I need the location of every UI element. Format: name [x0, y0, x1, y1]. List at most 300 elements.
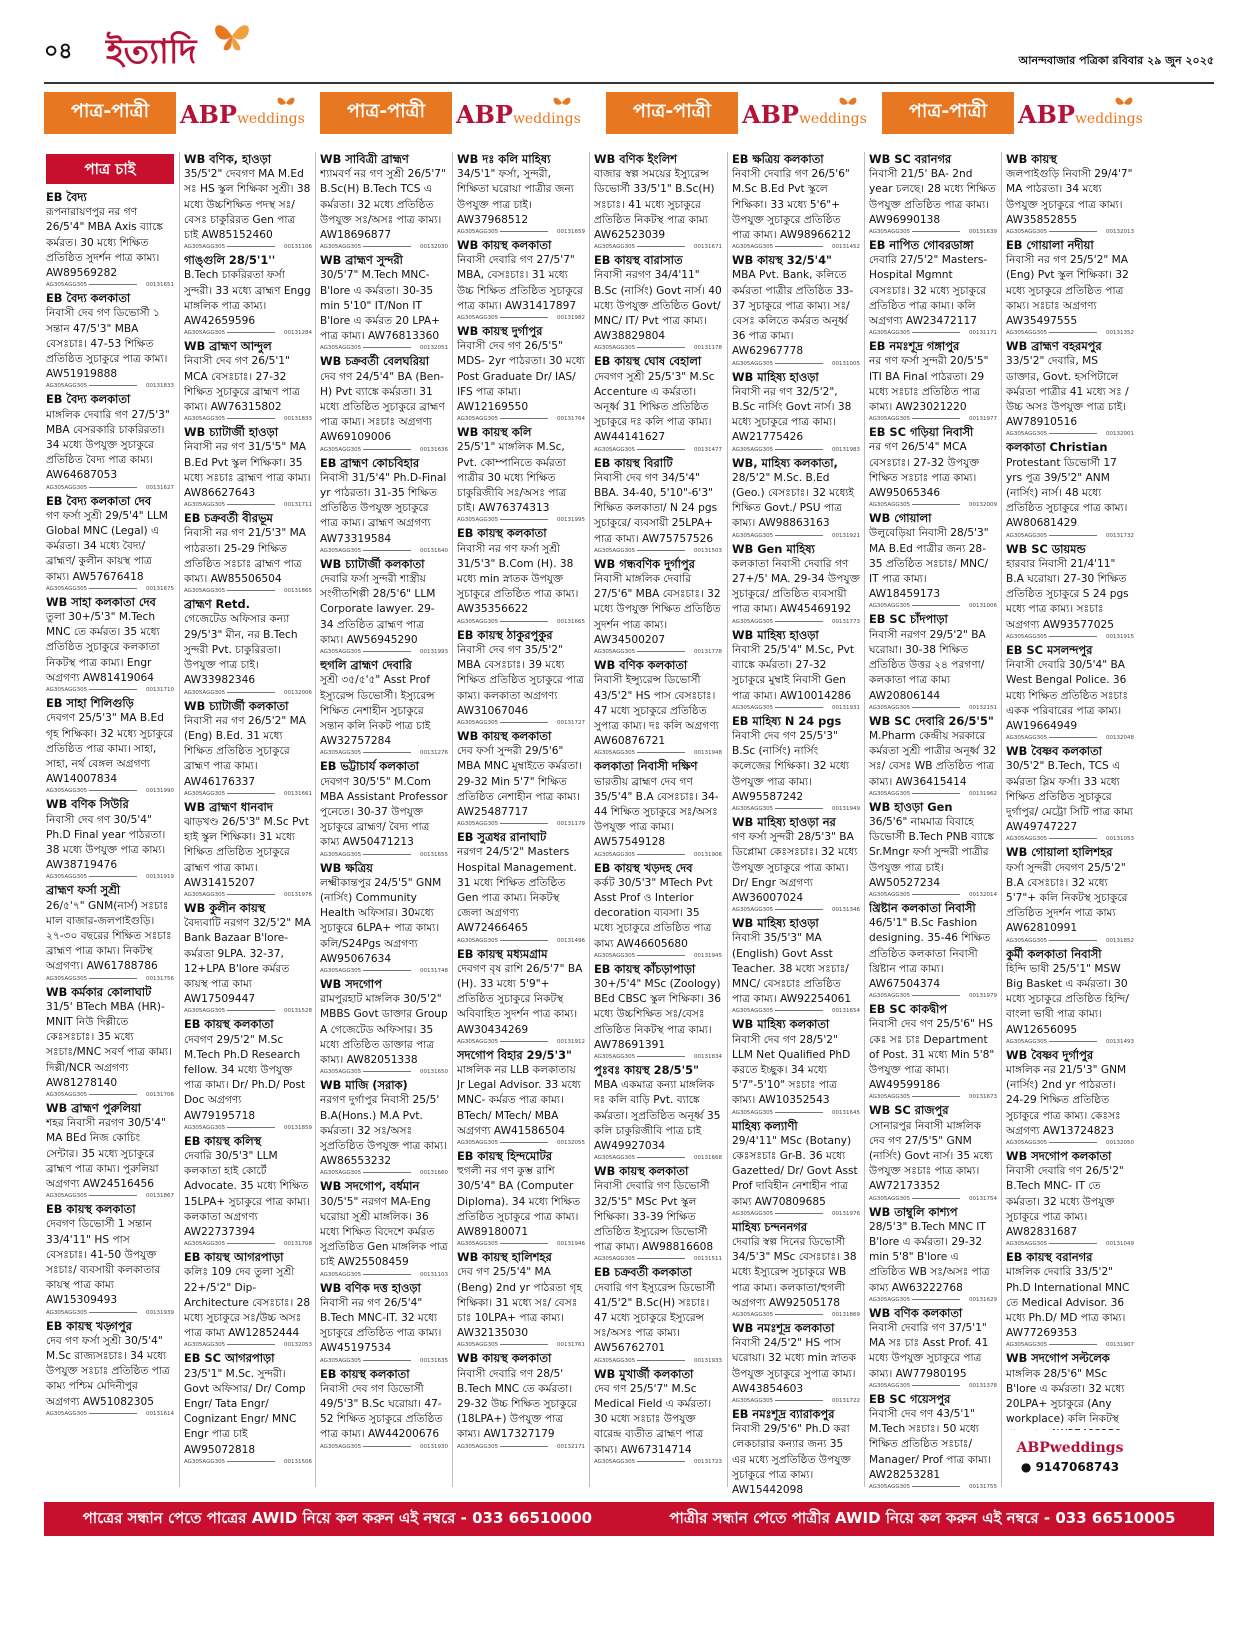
butterfly-icon — [1114, 94, 1134, 112]
ad-number: 00131761 — [557, 1342, 585, 1349]
ad-title: EB SC আগরপাড়া — [184, 1351, 275, 1366]
ad-number: 00131378 — [969, 1382, 997, 1389]
ad-title: WB সদগোপ সল্টলেক — [1006, 1351, 1110, 1366]
classified-ad — [732, 370, 860, 454]
ad-body: বাজার স্বল্প সময়ের ইস্যুরেন্স ডিভোর্সী 33/5'1" B.Sc(H) সঃচাঃ। 41 মধ্যে সুচাকুরে প্রতিষ্ঠিত নিকটস্থ পাত্র কাম্য AW62523039 — [594, 168, 715, 242]
ad-code: AG305AGG305 — [869, 993, 911, 1000]
ad-code-line — [46, 383, 174, 390]
classified-ad — [732, 628, 860, 712]
ad-number: 00131650 — [420, 1069, 448, 1076]
ad-code: AG305AGG305 — [594, 244, 636, 251]
ad-number: 00131945 — [694, 952, 722, 959]
ad-number: 00131673 — [969, 1094, 997, 1101]
ad-title: WB কায়স্থ কলকাতা — [457, 728, 552, 743]
classified-ad — [46, 1202, 174, 1316]
ad-column-1 — [46, 152, 174, 1497]
ad-body: নিবাসী দেব গণ 30/5'4" Ph.D Final year পাঠরতা। 38 মধ্যে উপযুক্ত পাত্র কাম্য। AW38719476 — [46, 813, 166, 872]
ad-code-line — [594, 750, 722, 757]
ad-body: জলপাইগুড়ি নিবাসী 29/4'7" MA পাঠরতা। 34 মধ্যে উপযুক্ত সুচাকুরে পাত্র কাম্য। AW35852855 — [1006, 168, 1133, 226]
ad-body: 29/4'11" MSc (Botany) কেঃসঃচাঃ Gr-B. 36 মধ্যে Gazetted/ Dr/ Govt Asst Prof দাবিহীন নেশাহীন পাত্র কাম্য AW70809685 — [732, 1134, 858, 1208]
ad-body: নর গণ 26/5'4" MCA বেসঃচাঃ। 27-32 উপযুক্ত শিক্ষিত সঃচাঃ পাত্র কাম্য। AW95065346 — [869, 441, 980, 500]
ad-number: 00131511 — [694, 1256, 722, 1263]
ad-code: AG305AGG305 — [457, 821, 499, 828]
classified-ad — [46, 883, 174, 982]
ad-number: 00131660 — [420, 1170, 448, 1177]
ad-body: নিবাসী নর গণ 25/5'2" MA (Eng) Pvt স্কুল শিক্ষিকা। 32 মধ্যে সুচাকুরে প্রতিষ্ঠিত পাত্র কাম্য। সঃচাঃ অগ্রগণ্য AW35497555 — [1006, 254, 1129, 328]
ad-code: AG305AGG305 — [457, 315, 499, 322]
classified-ad — [1006, 238, 1134, 337]
ad-code-line — [184, 1125, 312, 1132]
ad-code: AG305AGG305 — [869, 416, 911, 423]
ad-code: AG305AGG305 — [320, 967, 362, 974]
ad-code: AG305AGG305 — [594, 1357, 636, 1364]
ad-title: গাঙ্গুলি 28/5'1'' — [184, 253, 276, 268]
classified-ad — [594, 962, 722, 1061]
column-divider — [315, 152, 316, 1487]
butterfly-icon — [212, 18, 252, 54]
classified-ad — [594, 658, 722, 757]
page-header — [44, 32, 1214, 72]
ad-code: AG305AGG305 — [1006, 1241, 1048, 1248]
ad-code-line — [46, 485, 174, 492]
ad-code: AG305AGG305 — [869, 603, 911, 610]
classified-ad — [732, 1220, 860, 1319]
ad-number: 00131655 — [420, 851, 448, 858]
ad-title: EB চক্রবর্তী বীরভূম — [184, 511, 273, 526]
ad-code: AG305AGG305 — [46, 585, 88, 592]
ad-code-line — [594, 1054, 722, 1061]
classified-ad — [184, 1250, 312, 1349]
ad-number: 00131906 — [694, 851, 722, 858]
ad-code: AG305AGG305 — [1006, 633, 1048, 640]
ad-body: দেবারি স্বল্প দিনের ডিভোর্সী 34/5'3" MSc বেসঃচাঃ। 38 মধ্যে ইস্যুরেন্স সুচাকুরে WB পাত্র কাম্য। কলকাতা/হুগলী অগ্রগণ্য AW92505178 — [732, 1236, 857, 1309]
classified-ad — [869, 901, 997, 1000]
classified-ad — [869, 1205, 997, 1304]
ad-code-line — [1006, 1241, 1134, 1248]
banner-label: পাত্র-পাত্রী — [320, 92, 452, 134]
classified-ad — [869, 1306, 997, 1390]
ad-number: 00131833 — [284, 416, 312, 423]
footer-banner — [44, 1502, 1214, 1536]
ad-code-line — [1006, 1039, 1134, 1046]
ad-code-line — [732, 806, 860, 813]
ad-title: WB কায়স্থ কলকাতা — [457, 238, 552, 253]
ad-code: AG305AGG305 — [594, 1458, 636, 1465]
ad-title: পুঃবঃ কায়স্থ 28/5'5" — [594, 1062, 699, 1077]
classified-ad — [732, 253, 860, 367]
ad-body: নিবাসী দেবারি গণ 27/5'7" MBA, বেসঃচাঃ। 31 মধ্যে উচ্চ শিক্ষিত প্রতিষ্ঠিত সুচাকুরে পাত্র কাম্য। AW31417897 — [457, 254, 583, 312]
ad-body: নিবাসী নর গণ 21/5'3" MA পাঠরতা। 25-29 শিক্ষিত প্রতিষ্ঠিত সঃচাঃ ব্রাহ্মণ পাত্র কাম্য। AW85506504 — [184, 527, 307, 586]
ad-code: AG305AGG305 — [594, 547, 636, 554]
ad-number: 00131178 — [694, 345, 722, 352]
classified-ad — [320, 1281, 448, 1365]
ad-title: EB কায়স্থ ঠাকুরপুকুর — [457, 627, 553, 642]
ad-title: WB সাবিত্রী ব্রাহ্মণ — [320, 152, 409, 166]
ad-body: দেবগণ ডিভোর্সী 1 সন্তান 33/4'11" HS পাস বেসঃচাঃ। 41-50 উপযুক্ত সঃচাঃ/ ব্যবসায়ী কলকাতার কায়স্থ পাত্র কাম্য AW15309493 — [46, 1218, 161, 1307]
ad-body: 30/5'5" নরগণ MA-Eng ঘরোয়া সুশ্রী মাঙ্গলিক। 36 মধ্যে শিক্ষিত বিদেশে কর্মরত সুপ্রতিষ্ঠিত Gen মাঙ্গলিক পাত্র চাই AW25508459 — [320, 1195, 448, 1269]
ad-title: EB বৈদ্য কলকাতা দেব — [46, 493, 152, 508]
ad-code: AG305AGG305 — [732, 532, 774, 539]
ad-title: EB বৈদ্য কলকাতা — [46, 392, 131, 407]
ad-code-line — [594, 1155, 722, 1162]
ad-body: 30/5'2" B.Tech, TCS এ কর্মরতা স্লিম ফর্সা। 33 মধ্যে শিক্ষিত প্রতিষ্ঠিত সুচাকুরে দুর্গাপুর/ মেট্রো সিটি পাত্র কাম্য AW49747227 — [1006, 760, 1133, 834]
ad-body: 25/5'1" মাঙ্গলিক M.Sc, Pvt. কোম্পানিতে কর্মরতা পাত্রীর 30 মধ্যে শিক্ষিত চাকুরিজীবি সঃ/অসঃ পাত্র চাই। AW76374313 — [457, 441, 567, 515]
ad-body: ভারতীয় ব্রাহ্মণ দেব গণ 35/5'4" B.A বেসঃচাঃ। 34-44 শিক্ষিত সুচাকুরে সঃ/অসঃ উপযুক্ত পাত্র কাম্য। AW57549128 — [594, 775, 719, 849]
ad-title: WB মাহিষ্য হাওড়া — [732, 627, 819, 642]
ad-title: ব্রাহ্মণ Retd. — [184, 597, 250, 612]
ad-title: EB কায়স্থ বারাসাত — [594, 253, 683, 268]
ad-code-line — [732, 907, 860, 914]
ad-body: 30/5'7" M.Tech MNC- B'lore এ কর্মরতা। 30-35 min 5'10" IT/Non IT B'lore এ কর্মরত 20 LPA+ পাত্র কাম্য। AW76813360 — [320, 269, 441, 343]
ad-code-line — [594, 1459, 722, 1466]
ad-body: নিবাসী মাঙ্গলিক দেবারি 27/5'6" MBA বেসঃচাঃ। 32 মধ্যে উপযুক্ত শিক্ষিত প্রতিষ্ঠিত সুদর্শন পাত্র কাম্য। AW34500207 — [594, 573, 721, 646]
ad-body: দেব গণ 25/5'4" MA (Beng) 2nd yr পাঠরতা গৃহ শিক্ষিকা। 31 মধ্যে সঃ/ বেসঃ চাঃ 10LPA+ পাত্র কাম্য। AW32135030 — [457, 1266, 583, 1340]
classified-ad — [732, 815, 860, 914]
ad-code: AG305AGG305 — [869, 1484, 911, 1491]
classified-ad — [184, 800, 312, 899]
ad-title: EB কায়স্থ আগরপাড়া — [184, 1250, 284, 1265]
ad-title: EB সাহা শিলিগুড়ি — [46, 696, 134, 711]
ad-code: AG305AGG305 — [457, 1139, 499, 1146]
ad-title: WB বণিক কলকাতা — [594, 658, 688, 673]
ad-body: রূপনারায়ণপুর নর গণ 26/5'4" MBA Axis ব্যাঙ্কে কর্মরত। 30 মধ্যে শিক্ষিত প্রতিষ্ঠিত সুদর্শন পাত্র কাম্য। AW89569282 — [46, 206, 163, 280]
ad-body: নিবাসী 31/5'4" Ph.D-Final yr পাঠরতা। 31-35 শিক্ষিত প্রতিষ্ঠিত উপযুক্ত সুচাকুরে পাত্র কাম্য। ব্রাহ্মণ অগ্রগণ্য AW73319584 — [320, 471, 447, 545]
ad-code: AG305AGG305 — [457, 1241, 499, 1248]
ad-title: WB বণিক কলকাতা — [869, 1305, 963, 1320]
ad-code: AG305AGG305 — [184, 416, 226, 423]
ad-body: নিবাসী দেব গণ 25/5'6" HS কেঃ সঃ চাঃ Department of Post. 31 মধ্যে Min 5'8" উপযুক্ত পাত্র কাম্য। AW49599186 — [869, 1018, 995, 1092]
ad-code: AG305AGG305 — [732, 446, 774, 453]
ad-body: 26/৫'৭" GNM(নার্স) সঃচাঃ মাল বাজার-জলপাইগুড়ি। ২৭-৩০ বছরের শিক্ষিত সঃচাঃ ব্রাহ্মণ পাত্র কাম্য। নিকটস্থ অগ্রগণ্য। AW61788786 — [46, 899, 172, 973]
ad-title: WB মাহিষ্য হাওড়া নর — [732, 814, 836, 829]
classified-ad — [46, 1319, 174, 1418]
ad-title: EB বৈদ্য — [46, 190, 87, 204]
ad-code: AG305AGG305 — [320, 547, 362, 554]
ad-body: 30+/5'4" MSc (Zoology) BEd CBSC স্কুল শিক্ষিকা। 36 মধ্যে উচ্চশিক্ষিত সঃ/বেসঃ প্রতিষ্ঠিত নিকটস্থ পাত্র কাম্য। AW78691391 — [594, 977, 721, 1051]
ad-code-line — [184, 1008, 312, 1015]
ad-code: AG305AGG305 — [869, 891, 911, 898]
classified-ad — [732, 1017, 860, 1116]
ad-body: সোনারপুর নিবাসী মাঙ্গলিক দেব গণ 27/5'5" GNM (নার্সিং) Govt নার্স। 35 মধ্যে উপযুক্ত সঃচাঃ পাত্র কাম্য। AW72173352 — [869, 1119, 993, 1193]
ad-body: হারবার নিবাসী 21/4'11" B.A ঘরোয়া। 27-30 শিক্ষিত প্রতিষ্ঠিত সুচাকুরে S 24 pgs মধ্যে পাত্র কাম্য। সঃচাঃ অগ্রগণ্য AW93577025 — [1006, 557, 1129, 631]
ad-title: WB তাম্বুলি কাশ্যপ — [869, 1204, 958, 1219]
ad-body: দেবারি 27/5'2" Masters- Hospital Mgmnt বেসঃচাঃ। 32 মধ্যে সুচাকুরে প্রতিষ্ঠিত পাত্র কাম্য। কলি অগ্রগণ্য AW23472117 — [869, 254, 988, 328]
ad-code-line — [732, 619, 860, 626]
ad-body: নিবাসী দেবারি গণ ডিভোর্সী 32/5'5" MSc Pvt স্কুল শিক্ষিকা। 33-39 শিক্ষিত প্রতিষ্ঠিত ইস্যুরেন্স ডিভোর্সী পাত্র কাম্য। AW98816608 — [594, 1180, 714, 1254]
ad-number: 00131053 — [1106, 836, 1134, 843]
ad-number: 00131852 — [1106, 937, 1134, 944]
ad-code-line — [732, 447, 860, 454]
ad-title: EB কায়স্থ কলকাতা — [457, 526, 547, 541]
classified-ad — [184, 253, 312, 337]
ad-title: হুগলি ব্রাহ্মণ দেবারি — [320, 658, 412, 673]
ad-number: 00131284 — [284, 330, 312, 337]
ad-title: WB কায়স্থ হালিশহর — [457, 1250, 552, 1265]
ad-title: EB SC গড়িয়া নিবাসী — [869, 425, 974, 440]
classified-ad — [457, 947, 585, 1046]
ad-body: বৈদ্যবাটি নরগণ 32/5'2" MA Bank Bazaar B'lore- কর্মরতা 9LPA. 32-37, 12+LPA B'lore কর্মরত কায়স্থ পাত্র কাম্য AW17509447 — [184, 917, 311, 1006]
ad-code: AG305AGG305 — [46, 874, 88, 881]
ad-code: AG305AGG305 — [1006, 1139, 1048, 1146]
ad-body: নিবাসী নরগণ 29/5'2" BA ঘরোয়া। 30-38 শিক্ষিত প্রতিষ্ঠিত উত্তর ২৪ পরগণা/ কলকাতা পাত্র কাম্য AW20806144 — [869, 628, 986, 702]
ad-number: 00131931 — [832, 704, 860, 711]
ad-column-7 — [869, 152, 997, 1497]
classified-ad — [457, 324, 585, 423]
abp-weddings-logo: ABPweddings — [1016, 1440, 1124, 1456]
ad-code-line — [320, 1069, 448, 1076]
ad-title: WB বণিক ইংলিশ — [594, 152, 677, 166]
ad-code: AG305AGG305 — [46, 687, 88, 694]
ad-title: WB হাওড়া Gen — [869, 799, 953, 814]
ad-body: মাঙ্গলিক 28/5'6" MSc B'lore এ কর্মরতা। 32 মধ্যে 20LPA+ সুচাকুরে (Any workplace) কলি নিকটস্থ — [1006, 1367, 1125, 1426]
ad-body: নিবাসী 25/5'4" M.Sc, Pvt ব্যাঙ্কে কর্মরতা। 27-32 সুচাকুরে মুম্বাই নিবাসী Gen পাত্র কাম্য। AW10014286 — [732, 643, 855, 702]
ad-title: WB দঃ কলি মাহিষ্য — [457, 152, 551, 166]
classified-ad — [594, 1164, 722, 1263]
ad-code-line — [732, 705, 860, 712]
ad-title: EB ব্রাহ্মণ কোচবিহার — [320, 455, 420, 470]
ad-title: EB ক্ষত্রিয় কলকাতা — [732, 152, 824, 166]
ad-title: EB কায়স্থ বিরাটি — [594, 455, 673, 470]
ad-body: 34/5'1" ফর্সা, সুন্দরী, শিক্ষিতা ঘরোয়া পাত্রীর জন্য উপযুক্ত পাত্র চাই। AW37968512 — [457, 168, 574, 226]
ad-code: AG305AGG305 — [46, 1193, 88, 1200]
ad-body: নিবাসী দেব গণ 34/5'4" BBA. 34-40, 5'10"-6'3" শিক্ষিত কলকাতা/ N 24 pgs সুচাকুরে/ ব্যবসায়ী 25LPA+ পাত্র কাম্য। AW75757526 — [594, 471, 718, 545]
ad-code: AG305AGG305 — [320, 446, 362, 453]
abp-weddings-logo: ABP weddings — [742, 92, 898, 134]
ad-code-line — [457, 1039, 585, 1046]
ad-code: AG305AGG305 — [594, 345, 636, 352]
classified-ad — [594, 152, 722, 251]
classified-ad — [1006, 440, 1134, 539]
ad-title: মাহিষ্য চন্দননগর — [732, 1219, 808, 1234]
classified-ad — [1006, 947, 1134, 1046]
ad-body: নিবাসী 29/5'6" Ph.D করা লেকচারার কন্যার জন্য 35 এর মধ্যে সুপ্রতিষ্ঠিত উপযুক্ত সুচাকুরে পাত্র কাম্য। AW15442098 — [732, 1423, 851, 1497]
ad-number: 00131506 — [284, 1458, 312, 1465]
ad-code-line — [184, 588, 312, 595]
ad-body: দেবারি ফর্সা সুন্দরী শাস্ত্রীয় সংগীতশিল্পী 28/5'6" LLM Corporate lawyer. 29-34 প্রতিষ্ঠিত ব্রাহ্মণ পাত্র কাম্য। AW56945290 — [320, 573, 436, 646]
ad-code: AG305AGG305 — [594, 1256, 636, 1263]
ad-number: 00131668 — [694, 1155, 722, 1162]
ad-number: 00131867 — [146, 1193, 174, 1200]
ad-body: 35/5'2" দেবগণ MA M.Ed সঃ HS স্কুল শিক্ষিকা সুশ্রী। 38 মধ্যে উচ্চশিক্ষিত পদস্থ সঃ/বেসঃ চাকুরিরত Gen পাত্র চাই AW85152460 — [184, 168, 311, 242]
classified-ad — [457, 1048, 585, 1147]
ad-body: গেজেটেড অফিসার কন্যা 29/5'3" মীন, নর B.Tech সুন্দরী Pvt. চাকুরিরতা। উপযুক্ত পাত্র চাই। AW33982346 — [184, 613, 298, 687]
ad-number: 00131477 — [694, 446, 722, 453]
ad-code-line — [869, 993, 997, 1000]
ad-body: কর্কট 30/5'3" MTech Pvt Asst Prof ও Interior decoration ব্যবসা। 35 মধ্যে সুচাকুরে প্রতিষ্ঠিত পাত্র কাম্য AW46605680 — [594, 876, 713, 950]
classified-ad — [457, 425, 585, 524]
ad-code-line — [184, 1459, 312, 1466]
ad-title: WB, মাহিষ্য কলকাতা, — [732, 455, 838, 470]
ad-code-line — [184, 1241, 312, 1248]
classified-ad — [46, 392, 174, 491]
ad-body: দেব গণ ফর্সা সুশ্রী 30/5'4" M.Sc রাজ্যসঃচাঃ। 34 মধ্যে উপযুক্ত সঃচাঃ প্রতিষ্ঠিত পাত্র কাম্য পশ্চিম মেদিনীপুর অগ্রগণ্য AW51082305 — [46, 1334, 170, 1408]
ad-code-line — [46, 1310, 174, 1317]
ad-title: কলকাতা নিবাসী দক্ষিণ — [594, 759, 698, 774]
ad-code-line — [869, 502, 997, 509]
section-brand: ইত্যাদি — [106, 32, 197, 72]
classified-ad — [869, 152, 997, 236]
ad-number: 00131706 — [146, 1091, 174, 1098]
ad-body: কলিঃ 109 দেব তুলা সুশ্রী 22+/5'2" Dip- Architecture বেসঃচাঃ। 28 মধ্যে সুচাকুরে সঃ/উচ্চ অসঃ পাত্র কাম্য AW12852444 — [184, 1266, 311, 1340]
ad-code-line — [457, 315, 585, 322]
ad-body: নিবাসী দেবারি গণ 37/5'1" MA সঃ চাঃ Asst Prof. 41 মধ্যে উপযুক্ত সুচাকুরে পাত্র কাম্য। AW77980195 — [869, 1322, 989, 1380]
ad-body: গণ ফর্সা সুন্দরী 28/5'3" BA ডিপ্লোমা কেঃসঃচাঃ। 32 মধ্যে উপযুক্ত সুচাকুরে পাত্র কাম্য। Dr/ Engr অগ্রগণ্য AW36007024 — [732, 831, 858, 904]
ad-title: WB কায়স্থ কলি — [457, 425, 532, 440]
column-divider — [179, 152, 180, 1487]
ad-number: 00131948 — [694, 750, 722, 757]
ad-code: AG305AGG305 — [457, 937, 499, 944]
classified-ad — [869, 339, 997, 423]
ad-code-line — [1006, 634, 1134, 641]
ad-body: গণ ফর্সা সুশ্রী 29/5'4" LLM Global MNC (Legal) এ কর্মরতা। 34 মধ্যে বৈদ্য/ ব্রাহ্মণ/ কুলীন কায়স্থ পাত্র কাম্য। AW57676418 — [46, 509, 168, 583]
ad-number: 00131833 — [146, 383, 174, 390]
classified-ad — [320, 1367, 448, 1451]
ad-code-line — [869, 705, 997, 712]
ad-title: মাহিষ্য কল্যাণী — [732, 1118, 798, 1133]
ad-body: কলকাতা নিবাসী দেবারি গণ 27+/5' MA. 29-34 উপযুক্ত সুচাকুরে/ প্রতিষ্ঠিত ব্যবসায়ী পাত্র কাম্য। AW45469192 — [732, 557, 860, 616]
ad-code-line — [594, 953, 722, 960]
classified-ad — [594, 1367, 722, 1466]
classified-ad — [732, 542, 860, 626]
classified-ad — [732, 1119, 860, 1218]
classified-ad — [732, 916, 860, 1015]
ad-number: 00132053 — [284, 1342, 312, 1349]
ad-body: রামপুরহাট মাঙ্গলিক 30/5'2" MBBS Govt ডাক্তার Group A গেজেটেড অফিসার। 35 মধ্যে প্রতিষ্ঠিত ডাক্তার পাত্র কাম্য। AW82051338 — [320, 993, 448, 1066]
ad-title: WB বণিক দত্ত হাওড়া — [320, 1280, 421, 1295]
ad-code-line — [732, 1211, 860, 1218]
ad-title: WB কায়স্থ কলকাতা — [594, 1164, 689, 1179]
ad-code-line — [457, 416, 585, 423]
classified-ad — [869, 1392, 997, 1491]
ad-number: 00131921 — [832, 532, 860, 539]
ad-code: AG305AGG305 — [184, 502, 226, 509]
ad-code-line — [869, 603, 997, 610]
ad-title: WB Gen মাহিষ্য — [732, 541, 815, 556]
column-divider — [864, 152, 865, 1487]
ad-code: AG305AGG305 — [320, 1357, 362, 1364]
ad-code-line — [594, 1256, 722, 1263]
ad-body: হিন্দি ভাষী 25/5'1" MSW Big Basket এ কর্মরতা। 30 মধ্যে সুচাকুরে প্রতিষ্ঠিত হিন্দি/বাংলা ভাষী পাত্র কাম্য। AW12656095 — [1006, 962, 1129, 1036]
classified-ad — [594, 557, 722, 656]
ad-title: EB কায়স্থ কলকাতা — [184, 1017, 274, 1032]
ad-body: নিবাসী নর গণ 26/5'4" B.Tech MNC-IT. 32 মধ্যে সুচাকুরে প্রতিষ্ঠিত পাত্র কাম্য। AW45197534 — [320, 1296, 442, 1355]
classified-ad — [184, 699, 312, 798]
ad-number: 00131907 — [1106, 1342, 1134, 1349]
ad-code: AG305AGG305 — [732, 244, 774, 251]
ad-body: ঝাড়খণ্ড 26/5'3" M.Sc Pvt হাই স্কুল শিক্ষিকা। 31 মধ্যে শিক্ষিত প্রতিষ্ঠিত সুচাকুরে ব্রাহ্মণ পাত্র কাম্য। AW31415207 — [184, 815, 309, 889]
ad-code-line — [732, 1312, 860, 1319]
ad-number: 00131640 — [420, 547, 448, 554]
ad-number: 00131711 — [284, 502, 312, 509]
ad-code-line — [1006, 229, 1134, 236]
ad-code-line — [457, 1444, 585, 1451]
classified-ad — [320, 152, 448, 251]
ad-code: AG305AGG305 — [457, 229, 499, 236]
ad-number: 00132151 — [969, 704, 997, 711]
ad-number: 00131993 — [420, 649, 448, 656]
classified-ad — [457, 1250, 585, 1349]
ad-number: 00132014 — [969, 891, 997, 898]
ad-column-3 — [320, 152, 448, 1497]
ad-number: 00131346 — [832, 907, 860, 914]
ad-body: দেবগণ 29/5'2" M.Sc M.Tech Ph.D Research fellow. 34 মধ্যে উপযুক্ত পাত্র কাম্য। Dr/ Ph.D/ Post Doc অগ্রগণ্য AW79195718 — [184, 1033, 306, 1122]
ad-code: AG305AGG305 — [184, 244, 226, 251]
ad-title: WB SC রাজপুর — [869, 1103, 949, 1118]
ad-code: AG305AGG305 — [1006, 1038, 1048, 1045]
ad-number: 00131665 — [557, 618, 585, 625]
ad-body: নিবাসী নর গণ 32/5'2", B.Sc নার্সিং Govt নার্স। 38 মধ্যে সুচাকুরে পাত্র কাম্য। AW21775426 — [732, 385, 852, 444]
ad-number: 00132048 — [1106, 735, 1134, 742]
ad-title: WB ব্রাহ্মণ পুরুলিয়া — [46, 1100, 141, 1115]
ad-number: 00131103 — [420, 1271, 448, 1278]
ad-code-line — [1006, 836, 1134, 843]
ad-number: 00131106 — [284, 244, 312, 251]
classified-ad — [184, 511, 312, 595]
ad-title: EB SC গয়েসপুর — [869, 1391, 951, 1406]
ad-number: 00132006 — [284, 689, 312, 696]
ad-code: AG305AGG305 — [869, 1382, 911, 1389]
classified-ad — [184, 339, 312, 423]
ad-number: 00131675 — [146, 585, 174, 592]
ad-number: 00131627 — [146, 484, 174, 491]
ad-code-line — [184, 416, 312, 423]
ad-number: 00131859 — [284, 1124, 312, 1131]
ad-title: WB চ্যাটার্জী হাওড়া — [184, 425, 278, 440]
classified-ad — [457, 1351, 585, 1450]
ad-body: দেবগণ 30/5'5" M.Com MBA Assistant Professor পুনেতে। 30-37 উপযুক্ত সুচাকুরে ব্রাহ্মণ/ বৈদ্য পাত্র কাম্য AW50471213 — [320, 775, 448, 849]
ad-code: AG305AGG305 — [1006, 735, 1048, 742]
ad-body: হুগলী নর গণ কুম্ভ রাশি 30/5'4" BA (Computer Diploma). 34 মধ্যে শিক্ষিত প্রতিষ্ঠিত সুচাকুরে পাত্র কাম্য। AW89180071 — [457, 1165, 581, 1238]
ad-code-line — [869, 1383, 997, 1390]
classified-ad — [46, 696, 174, 795]
ad-body: MBA একমাত্র কন্যা মাঙ্গলিক দঃ কলি বাড়ি Pvt. ব্যাঙ্কে কর্মরতা। সুপ্রতিষ্ঠিত অনূর্ধ্ব 35 কলি চাকুরিজীবি পাত্র চাই AW49927034 — [594, 1079, 721, 1152]
ad-code-line — [594, 1358, 722, 1365]
ad-code-line — [184, 502, 312, 509]
ad-code: AG305AGG305 — [184, 1124, 226, 1131]
ad-number: 00131049 — [1106, 1241, 1134, 1248]
classified-ad — [1006, 339, 1134, 438]
ad-number: 00131755 — [969, 1484, 997, 1491]
ad-number: 00131930 — [420, 1443, 448, 1450]
ad-code: AG305AGG305 — [457, 618, 499, 625]
ad-body: নিবাসী দেবারি 30/5'4" BA West Bengal Police. 36 মধ্যে শিক্ষিত প্রতিষ্ঠিত সঃচাঃ একক পরিবারের পাত্র কাম্য। AW19664949 — [1006, 659, 1128, 732]
ad-number: 00132171 — [557, 1443, 585, 1450]
ad-code: AG305AGG305 — [46, 1091, 88, 1098]
ad-title: EB কায়স্থ কলিস্থ — [184, 1133, 262, 1148]
ad-title: WB চ্যাটার্জী কলকাতা — [184, 698, 289, 713]
ad-number: 00131727 — [557, 719, 585, 726]
ad-code-line — [594, 852, 722, 859]
ad-number: 00132013 — [1106, 229, 1134, 236]
classified-ad — [46, 797, 174, 881]
ad-code-line — [457, 1241, 585, 1248]
ad-title: WB কায়স্থ দুর্গাপুর — [457, 324, 543, 339]
contact-phone[interactable]: ● 9147068743 — [1020, 1460, 1120, 1474]
ad-code: AG305AGG305 — [732, 1210, 774, 1217]
ad-code-line — [732, 1110, 860, 1117]
ad-code-line — [46, 1411, 174, 1418]
ad-code-line — [869, 1297, 997, 1304]
ad-code-line — [184, 1342, 312, 1349]
ad-code-line — [594, 447, 722, 454]
ad-code: AG305AGG305 — [594, 952, 636, 959]
classified-ad — [320, 456, 448, 555]
ad-body: নিবাসী ইন্স্যুরেন্স ডিভোর্সী 43/5'2" HS পাস বেসঃচাঃ। 47 মধ্যে সুচাকুরে প্রতিষ্ঠিত সুপাত্র কাম্য। দঃ কলি অগ্রগণ্য AW60876721 — [594, 674, 719, 748]
ad-title: EB কায়স্থ হিন্দমোটর — [457, 1148, 552, 1163]
classified-ad — [594, 861, 722, 960]
ad-code: AG305AGG305 — [1006, 229, 1048, 236]
ad-number: 00131006 — [969, 603, 997, 610]
